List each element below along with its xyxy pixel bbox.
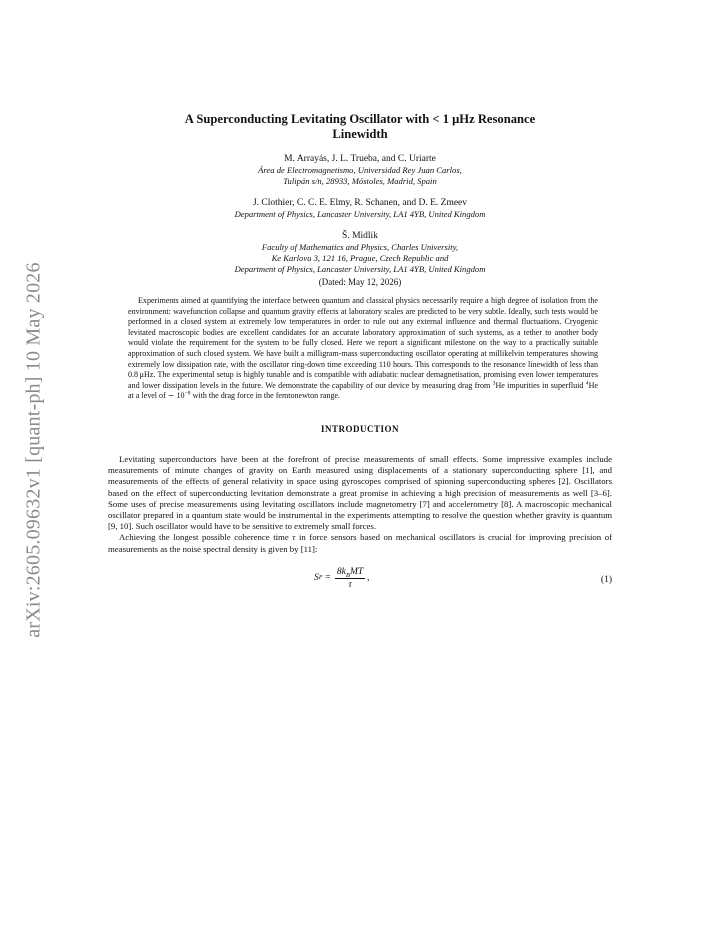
intro-paragraph-1: Levitating superconductors have been at the forefront of precise measurements of small effects. Some impressive examples include measurements of minute changes of gravity on Earth measured using displacements of a stationary superconducting sphere [1], and measurements of the effects of general relativity in space using gyroscopes comprised of spinning superconducting spheres [2]. Oscillators based on the effect of superconducting levitation demonstrate a great promise in achieving a high precision of measurements as well [3–6]. Some uses of precise measurements using levitating oscillators include magnetometry [7] and accelerometry [8]. A macroscopic mechanical oscillator prepared in a quantum state would be instrumental in the experiments attempting to resolve the question whether gravity is quantum [9, 10]. Such oscillator would have to be sensitive to extremely small forces. <box>108 453 612 532</box>
paper-page <box>108 112 612 595</box>
equation-1 <box>108 567 612 595</box>
authors-line: M. Arrayás, J. L. Trueba, and C. Uriarte <box>284 154 436 164</box>
exponent-superscript: −8 <box>184 390 191 397</box>
abstract-text: He impurities in superfluid <box>495 380 586 390</box>
fraction <box>335 567 365 590</box>
arxiv-identifier-sidebar <box>14 240 54 660</box>
abstract-text: He at a level of ∼ 10 <box>128 380 598 401</box>
section-heading-introduction: INTRODUCTION <box>320 423 399 434</box>
equation-lhs: S <box>314 573 319 584</box>
abstract-text: with the drag force in the femtonewton range. <box>190 391 341 401</box>
authors-line: J. Clothier, C. C. E. Elmy, R. Schanen, and D. E. Zmeev <box>252 198 468 208</box>
intro-paragraph-2 <box>108 532 612 554</box>
affiliation-line: Área de Electromagnetismo, Universidad Rey Juan Carlos, <box>258 165 462 175</box>
author-group-2 <box>108 197 612 220</box>
fraction-numerator <box>335 567 365 579</box>
affiliation-line: Tulipán s/n, 28933, Móstoles, Madrid, Spain <box>283 176 437 186</box>
authors-line: Š. Midlik <box>342 231 378 241</box>
title-line-2: Linewidth <box>332 127 388 141</box>
numerator-subscript: B <box>345 571 350 579</box>
equals-sign: = <box>322 573 333 584</box>
author-group-1 <box>108 153 612 187</box>
affiliation-line: Ke Karlovu 3, 121 16, Prague, Czech Republic and <box>271 253 449 263</box>
affiliation-line: Department of Physics, Lancaster University, LA1 4YB, United Kingdom <box>234 264 486 274</box>
author-group-3 <box>108 230 612 275</box>
numerator-text: 8k <box>336 566 346 577</box>
fraction-denominator: τ <box>348 579 352 590</box>
isotope-superscript: 3 <box>492 380 496 387</box>
equation-trailing-comma: , <box>367 573 370 584</box>
paragraph-text: in force sensors based on mechanical oscillators is crucial for improving precision of measurements as the noise spectral density is given by [11]: <box>108 532 612 554</box>
paper-title <box>108 112 612 142</box>
affiliation-line: Department of Physics, Lancaster University, LA1 4YB, United Kingdom <box>234 209 486 219</box>
isotope-superscript: 4 <box>585 380 589 387</box>
arxiv-identifier-text: arXiv:2605.09632v1 [quant-ph] 10 May 2026 <box>22 262 45 638</box>
abstract-text: Experiments aimed at quantifying the interface between quantum and classical physics necessarily require a high degree of isolation from the environment: wavefunction collapse and quantum gravity effects at laboratory scales are predicted to be very subtle. Ideally, such tests would be performed in a closed system at extremely low temperatures in order to rule out any external influence and thermal fluctuations. Cryogenic levitated macroscopic bodies are excellent candidates for an accurate laboratory approximation of such systems, as a tether to another body would violate the requirement for the system to be fully closed. Here we report a significant milestone on the way to a practically suitable approximation of such closed system. We have built a milligram-mass superconducting oscillator operating at millikelvin temperatures showing extremely low dissipation rate, with the oscillator ring-down time exceeding 110 hours. This corresponds to the resonance linewidth of less than 0.8 μHz. The experimental setup is highly tunable and is compatible with adiabatic nuclear demagnetisation, promising even lower temperatures and lower dissipation levels in the future. We demonstrate the capability of our device by measuring drag from <box>128 296 598 390</box>
date-line: (Dated: May 12, 2026) <box>318 277 402 287</box>
numerator-rest: MT <box>349 566 364 577</box>
equation-number: (1) <box>600 574 612 585</box>
tau-symbol: τ <box>292 532 296 543</box>
equation-body: S F = $\frac{8k_BMT}{\tau}$ , <box>314 566 370 590</box>
title-line-1: A Superconducting Levitating Oscillator with < 1 μHz Resonance <box>184 112 536 126</box>
affiliation-line: Faculty of Mathematics and Physics, Charles University, <box>261 242 459 252</box>
paragraph-text: Achieving the longest possible coherence time <box>119 532 293 543</box>
abstract <box>128 296 598 402</box>
